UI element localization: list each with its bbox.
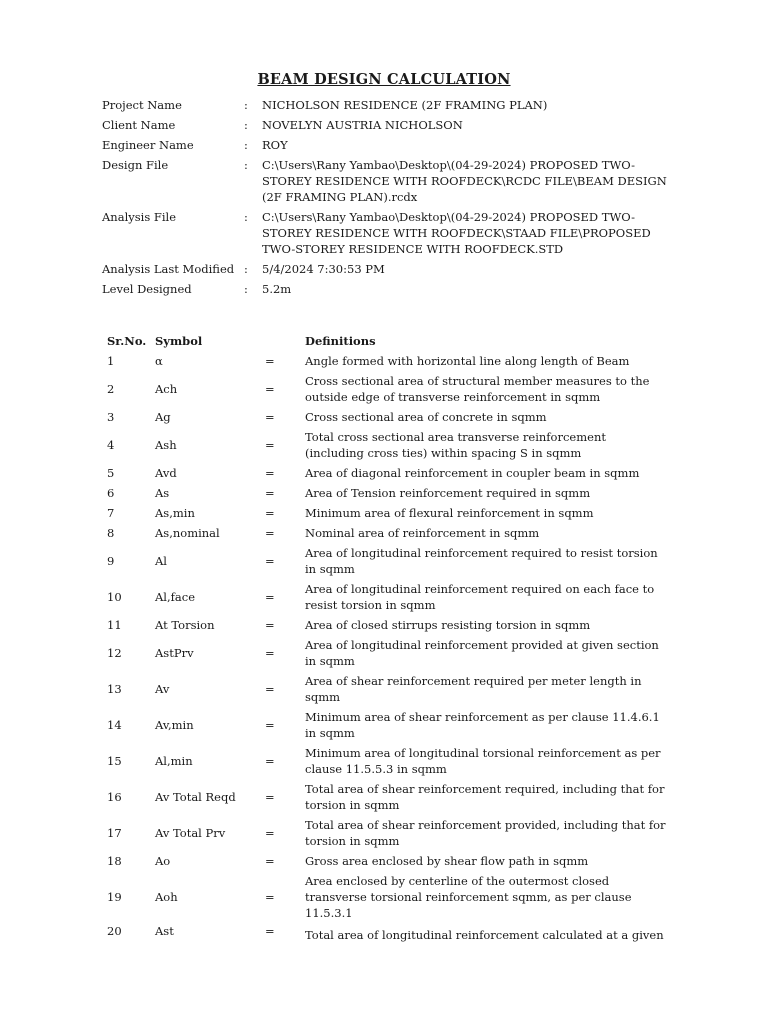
row-equals: = (265, 790, 275, 804)
info-label: Level Designed (102, 282, 192, 296)
row-definition: Minimum area of flexural reinforcement in sqmm (305, 506, 594, 520)
row-equals: = (265, 646, 275, 660)
row-equals: = (265, 924, 275, 938)
row-equals: = (265, 554, 275, 568)
row-equals: = (265, 826, 275, 840)
row-definition: Area of longitudinal reinforcement provided at given section in sqmm (305, 638, 659, 668)
info-colon: : (244, 118, 248, 132)
row-definition: Minimum area of longitudinal torsional reinforcement as per clause 11.5.5.3 in sqmm (305, 746, 661, 776)
row-symbol: Ao (155, 854, 171, 868)
definition-row (107, 543, 667, 579)
row-equals: = (265, 890, 275, 904)
row-definition: Angle formed with horizontal line along length of Beam (305, 354, 630, 368)
row-number: 9 (107, 554, 115, 568)
info-row-analysis-file (102, 209, 672, 257)
row-number: 4 (107, 438, 115, 452)
row-definition: Area of longitudinal reinforcement required to resist torsion in sqmm (305, 546, 658, 576)
definition-row (107, 579, 667, 615)
info-value: C:\Users\Rany Yambao\Desktop\(04-29-2024) PROPOSED TWO-STOREY RESIDENCE WITH ROOFDECK\RCDC FILE\BEAM DESIGN (2F FRAMING PLAN).rcdx (262, 158, 667, 204)
row-definition: Total area of longitudinal reinforcement calculated at a given (305, 928, 664, 942)
row-definition: Cross sectional area of structural member measures to the outside edge of transverse reinforcement in sqmm (305, 374, 650, 404)
definitions-table (107, 331, 667, 947)
row-equals: = (265, 410, 275, 424)
info-value: 5.2m (262, 282, 292, 296)
definition-row (107, 635, 667, 671)
info-value: NICHOLSON RESIDENCE (2F FRAMING PLAN) (262, 98, 548, 112)
definitions-header-row (107, 331, 667, 351)
row-equals: = (265, 506, 275, 520)
row-definition: Total area of shear reinforcement provided, including that for torsion in sqmm (305, 818, 666, 848)
info-label: Design File (102, 158, 169, 172)
row-symbol: Ash (155, 438, 177, 452)
row-number: 10 (107, 590, 122, 604)
row-symbol: Al (155, 554, 167, 568)
definition-row (107, 463, 667, 483)
row-symbol: At Torsion (155, 618, 215, 632)
project-info (102, 97, 672, 301)
row-symbol: Av Total Reqd (155, 790, 236, 804)
row-number: 3 (107, 410, 115, 424)
row-definition: Area of shear reinforcement required per meter length in sqmm (305, 674, 642, 704)
row-symbol: Al,face (155, 590, 195, 604)
definition-row (107, 483, 667, 503)
info-label: Analysis File (102, 210, 177, 224)
row-number: 6 (107, 486, 115, 500)
row-symbol: Av (155, 682, 170, 696)
row-number: 17 (107, 826, 122, 840)
info-value: C:\Users\Rany Yambao\Desktop\(04-29-2024) PROPOSED TWO-STOREY RESIDENCE WITH ROOFDECK\STAAD FILE\PROPOSED TWO-STOREY RESIDENCE WITH ROOFDECK.STD (262, 210, 651, 256)
row-equals: = (265, 486, 275, 500)
info-colon: : (244, 262, 248, 276)
info-value: ROY (262, 138, 288, 152)
row-number: 1 (107, 354, 115, 368)
row-number: 18 (107, 854, 122, 868)
info-row-level-designed (102, 281, 672, 297)
row-number: 15 (107, 754, 122, 768)
row-symbol: As,min (155, 506, 195, 520)
row-definition: Area of closed stirrups resisting torsion in sqmm (305, 618, 591, 632)
definition-row (107, 923, 667, 947)
definition-row (107, 779, 667, 815)
row-symbol: As (155, 486, 170, 500)
row-number: 7 (107, 506, 115, 520)
row-symbol: Al,min (155, 754, 193, 768)
row-symbol: AstPrv (155, 646, 194, 660)
row-symbol: Ag (155, 410, 171, 424)
row-symbol: Avd (155, 466, 177, 480)
info-label: Client Name (102, 118, 176, 132)
header-symbol: Symbol (155, 334, 203, 348)
row-definition: Area enclosed by centerline of the outermost closed transverse torsional reinforcement sqmm, as per clause 11.5.3.1 (305, 874, 632, 920)
row-equals: = (265, 754, 275, 768)
definition-row (107, 851, 667, 871)
row-equals: = (265, 354, 275, 368)
row-number: 13 (107, 682, 122, 696)
info-row-engineer-name (102, 137, 672, 153)
definition-row (107, 427, 667, 463)
row-symbol: α (155, 354, 163, 368)
definition-row (107, 615, 667, 635)
row-equals: = (265, 618, 275, 632)
definition-row (107, 371, 667, 407)
row-symbol: Aoh (155, 890, 178, 904)
info-colon: : (244, 282, 248, 296)
row-equals: = (265, 854, 275, 868)
info-label: Project Name (102, 98, 182, 112)
row-number: 14 (107, 718, 122, 732)
row-number: 2 (107, 382, 115, 396)
row-definition: Cross sectional area of concrete in sqmm (305, 410, 547, 424)
info-value: 5/4/2024 7:30:53 PM (262, 262, 385, 276)
definition-row (107, 503, 667, 523)
info-label: Engineer Name (102, 138, 194, 152)
row-symbol: As,nominal (155, 526, 220, 540)
header-sr-no: Sr.No. (107, 334, 147, 348)
info-value: NOVELYN AUSTRIA NICHOLSON (262, 118, 463, 132)
row-equals: = (265, 718, 275, 732)
info-colon: : (244, 98, 248, 112)
definition-row (107, 671, 667, 707)
row-equals: = (265, 466, 275, 480)
row-number: 16 (107, 790, 122, 804)
definition-row (107, 743, 667, 779)
row-symbol: Ast (155, 924, 174, 938)
page-title: BEAM DESIGN CALCULATION (257, 71, 511, 88)
definition-row (107, 523, 667, 543)
row-definition: Area of diagonal reinforcement in coupler beam in sqmm (305, 466, 640, 480)
row-equals: = (265, 382, 275, 396)
row-equals: = (265, 526, 275, 540)
row-definition: Minimum area of shear reinforcement as per clause 11.4.6.1 in sqmm (305, 710, 660, 740)
row-number: 11 (107, 618, 122, 632)
row-definition: Gross area enclosed by shear flow path in sqmm (305, 854, 589, 868)
info-row-project-name (102, 97, 672, 113)
row-definition: Nominal area of reinforcement in sqmm (305, 526, 540, 540)
info-row-design-file (102, 157, 672, 205)
definition-row (107, 351, 667, 371)
definition-row (107, 707, 667, 743)
row-symbol: Av,min (155, 718, 194, 732)
row-definition: Total area of shear reinforcement required, including that for torsion in sqmm (305, 782, 665, 812)
row-equals: = (265, 590, 275, 604)
info-label: Analysis Last Modified (102, 262, 235, 276)
row-equals: = (265, 438, 275, 452)
row-symbol: Av Total Prv (155, 826, 226, 840)
row-number: 8 (107, 526, 115, 540)
info-row-client-name (102, 117, 672, 133)
row-equals: = (265, 682, 275, 696)
row-definition: Area of Tension reinforcement required in sqmm (305, 486, 591, 500)
definition-row (107, 871, 667, 923)
row-definition: Area of longitudinal reinforcement required on each face to resist torsion in sqmm (305, 582, 655, 612)
definition-row (107, 407, 667, 427)
info-colon: : (244, 138, 248, 152)
row-number: 19 (107, 890, 122, 904)
definition-row (107, 815, 667, 851)
row-number: 12 (107, 646, 122, 660)
header-definitions: Definitions (305, 334, 376, 348)
row-number: 20 (107, 924, 122, 938)
row-number: 5 (107, 466, 115, 480)
info-colon: : (244, 158, 248, 172)
info-row-analysis-last-modified (102, 261, 672, 277)
info-colon: : (244, 210, 248, 224)
row-symbol: Ach (155, 382, 178, 396)
row-definition: Total cross sectional area transverse reinforcement (including cross ties) within spacing S in sqmm (305, 430, 606, 460)
